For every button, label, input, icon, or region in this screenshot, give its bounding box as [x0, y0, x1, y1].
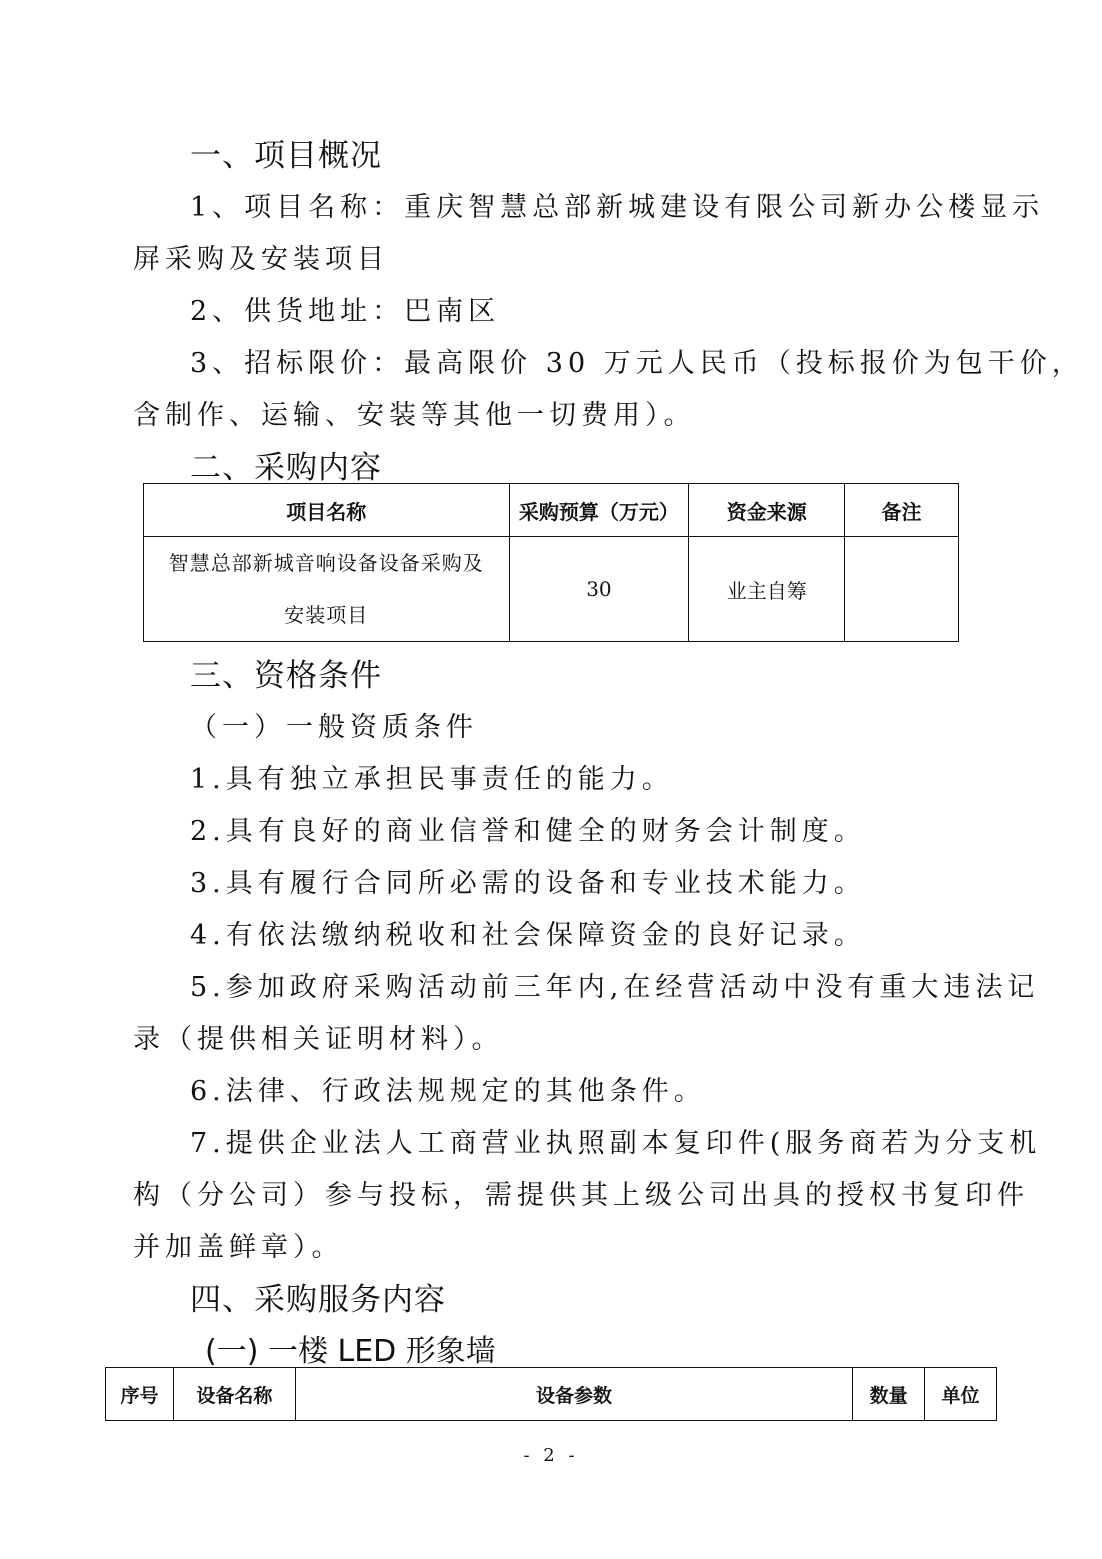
- project-name-line1: 1、项目名称：重庆智慧总部新城建设有限公司新办公楼显示: [190, 192, 1045, 223]
- qualification-item-5-line1: 5.参加政府采购活动前三年内,在经营活动中没有重大违法记: [190, 972, 1040, 1003]
- qualification-item-7-line2: 构（分公司）参与投标，需提供其上级公司出具的授权书复印件: [133, 1180, 1029, 1211]
- qualification-item-2: 2.具有良好的商业信誉和健全的财务会计制度。: [190, 816, 866, 847]
- header-project-name: 项目名称: [144, 484, 510, 537]
- price-limit-line1: 3、招标限价：最高限价 30 万元人民币（投标报价为包干价，: [190, 348, 1084, 379]
- cell-fund-source: 业主自筹: [689, 537, 845, 642]
- qualification-subheading: （一）一般资质条件: [190, 712, 478, 743]
- equipment-table: [105, 1367, 997, 1421]
- header-equipment-params: 设备参数: [295, 1368, 852, 1421]
- cell-remark: [845, 537, 959, 642]
- header-unit: 单位: [925, 1368, 997, 1421]
- qualification-item-3: 3.具有履行合同所必需的设备和专业技术能力。: [190, 868, 866, 899]
- section-2-heading: 二、采购内容: [190, 450, 382, 486]
- price-limit-line2: 含制作、运输、安装等其他一切费用）。: [133, 400, 696, 431]
- project-name-line2: 屏采购及安装项目: [133, 244, 389, 275]
- table-header-row: [106, 1368, 997, 1421]
- led-wall-subheading: (一) 一楼 LED 形象墙: [205, 1334, 496, 1369]
- qualification-item-7-line3: 并加盖鲜章）。: [133, 1232, 344, 1263]
- table-row: [144, 537, 959, 642]
- cell-project-name-line2: 安装项目: [284, 603, 369, 627]
- header-fund-source: 资金来源: [689, 484, 845, 537]
- header-quantity: 数量: [853, 1368, 925, 1421]
- header-budget: 采购预算（万元）: [509, 484, 689, 537]
- qualification-item-5-line2: 录（提供相关证明材料）。: [133, 1024, 504, 1055]
- qualification-item-6: 6.法律、行政法规规定的其他条件。: [190, 1076, 706, 1107]
- section-4-heading: 四、采购服务内容: [190, 1282, 446, 1318]
- cell-project-name-line1: 智慧总部新城音响设备设备采购及: [168, 551, 484, 575]
- cell-budget: 30: [509, 537, 689, 642]
- procurement-table: [143, 483, 959, 642]
- cell-project-name: [144, 537, 510, 642]
- header-equipment-name: 设备名称: [173, 1368, 295, 1421]
- qualification-item-1: 1.具有独立承担民事责任的能力。: [190, 764, 674, 795]
- section-3-heading: 三、资格条件: [190, 658, 382, 694]
- delivery-address: 2、供货地址：巴南区: [190, 296, 501, 327]
- section-1-heading: 一、项目概况: [190, 138, 382, 174]
- qualification-item-7-line1: 7.提供企业法人工商营业执照副本复印件(服务商若为分支机: [190, 1128, 1042, 1159]
- header-remark: 备注: [845, 484, 959, 537]
- header-serial-no: 序号: [106, 1368, 174, 1421]
- table-header-row: [144, 484, 959, 537]
- qualification-item-4: 4.有依法缴纳税收和社会保障资金的良好记录。: [190, 920, 866, 951]
- page-number: - 2 -: [523, 1445, 579, 1466]
